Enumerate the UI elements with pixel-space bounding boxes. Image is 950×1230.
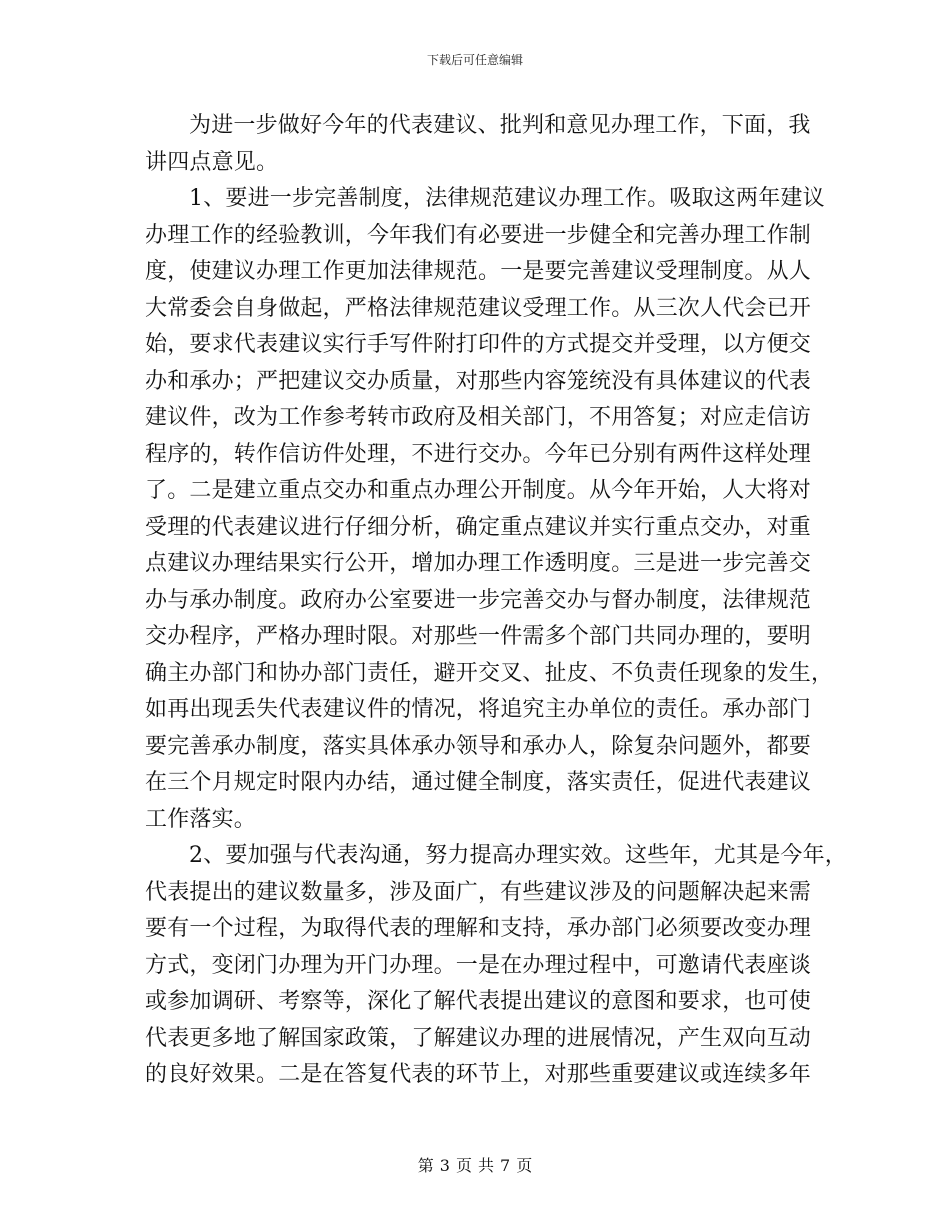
text-line: 如再出现丢失代表建议件的情况，将追究主办单位的责任。承办部门 <box>145 697 812 722</box>
text-line: 大常委会自身做起，严格法律规范建议受理工作。从三次人代会已开 <box>145 295 812 321</box>
text-line: 为进一步做好今年的代表建议、批判和意见办理工作，下面，我 <box>189 113 811 138</box>
text-line: 或参加调研、考察等，深化了解代表提出建议的意图和要求，也可使 <box>145 989 812 1014</box>
total-pages-number: 7 <box>500 1156 511 1175</box>
text-line: 受理的代表建议进行仔细分析，确定重点建议并实行重点交办，对重 <box>145 514 812 540</box>
text-line: 的良好效果。二是在答复代表的环节上，对那些重要建议或连续多年 <box>145 1062 812 1087</box>
text-line: 代表更多地了解国家政策，了解建议办理的进展情况，产生双向互动 <box>145 1025 812 1051</box>
text-line: 程序的，转作信访件处理，不进行交办。今年已分别有两件这样处理 <box>145 441 812 467</box>
text-line: 交办程序，严格办理时限。对那些一件需多个部门共同办理的，要明 <box>145 624 812 649</box>
text-line: 要完善承办制度，落实具体承办领导和承办人，除复杂问题外，都要 <box>145 733 812 759</box>
text-line: 在三个月规定时限内办结，通过健全制度，落实责任，促进代表建议 <box>145 770 812 795</box>
text-line: 办和承办；严把建议交办质量，对那些内容笼统没有具体建议的代表 <box>145 368 812 394</box>
page-footer <box>0 1156 950 1176</box>
text-line: 度，使建议办理工作更加法律规范。一是要完善建议受理制度。从人 <box>145 259 812 284</box>
text-line: 确主办部门和协办部门责任，避开交叉、扯皮、不负责任现象的发生， <box>145 660 834 686</box>
text-line: 工作落实。 <box>145 806 257 832</box>
text-line: 始，要求代表建议实行手写件附打印件的方式提交并受理，以方便交 <box>145 332 812 357</box>
text-line: 了。二是建立重点交办和重点办理公开制度。从今年开始，人大将对 <box>145 478 812 503</box>
text-line: 2、要加强与代表沟通，努力提高办理实效。这些年，尤其是今年， <box>189 843 847 868</box>
text-line: 点建议办理结果实行公开，增加办理工作透明度。三是进一步完善交 <box>145 551 812 576</box>
text-line: 办理工作的经验教训，今年我们有必要进一步健全和完善办理工作制 <box>145 222 812 248</box>
page-label-prefix: 第 <box>417 1156 434 1175</box>
text-line: 方式，变闭门办理为开门办理。一是在办理过程中，可邀请代表座谈 <box>145 952 812 978</box>
text-line: 讲四点意见。 <box>145 149 279 175</box>
page-header: 下载后可任意编辑 <box>426 53 523 67</box>
page-label-mid: 页 <box>455 1156 472 1175</box>
text-line: 建议件，改为工作参考转市政府及相关部门，不用答复；对应走信访 <box>145 405 812 430</box>
text-line: 代表提出的建议数量多，涉及面广，有些建议涉及的问题解决起来需 <box>145 879 812 905</box>
document-body <box>145 108 847 1094</box>
text-line: 1、要进一步完善制度，法律规范建议办理工作。吸取这两年建议 <box>189 186 825 211</box>
text-line: 要有一个过程，为取得代表的理解和支持，承办部门必须要改变办理 <box>145 916 812 941</box>
total-label: 共 <box>478 1156 495 1175</box>
text-line: 办与承办制度。政府办公室要进一步完善交办与督办制度，法律规范 <box>145 587 812 613</box>
page-label-suffix: 页 <box>516 1156 533 1175</box>
current-page-number: 3 <box>439 1156 450 1175</box>
